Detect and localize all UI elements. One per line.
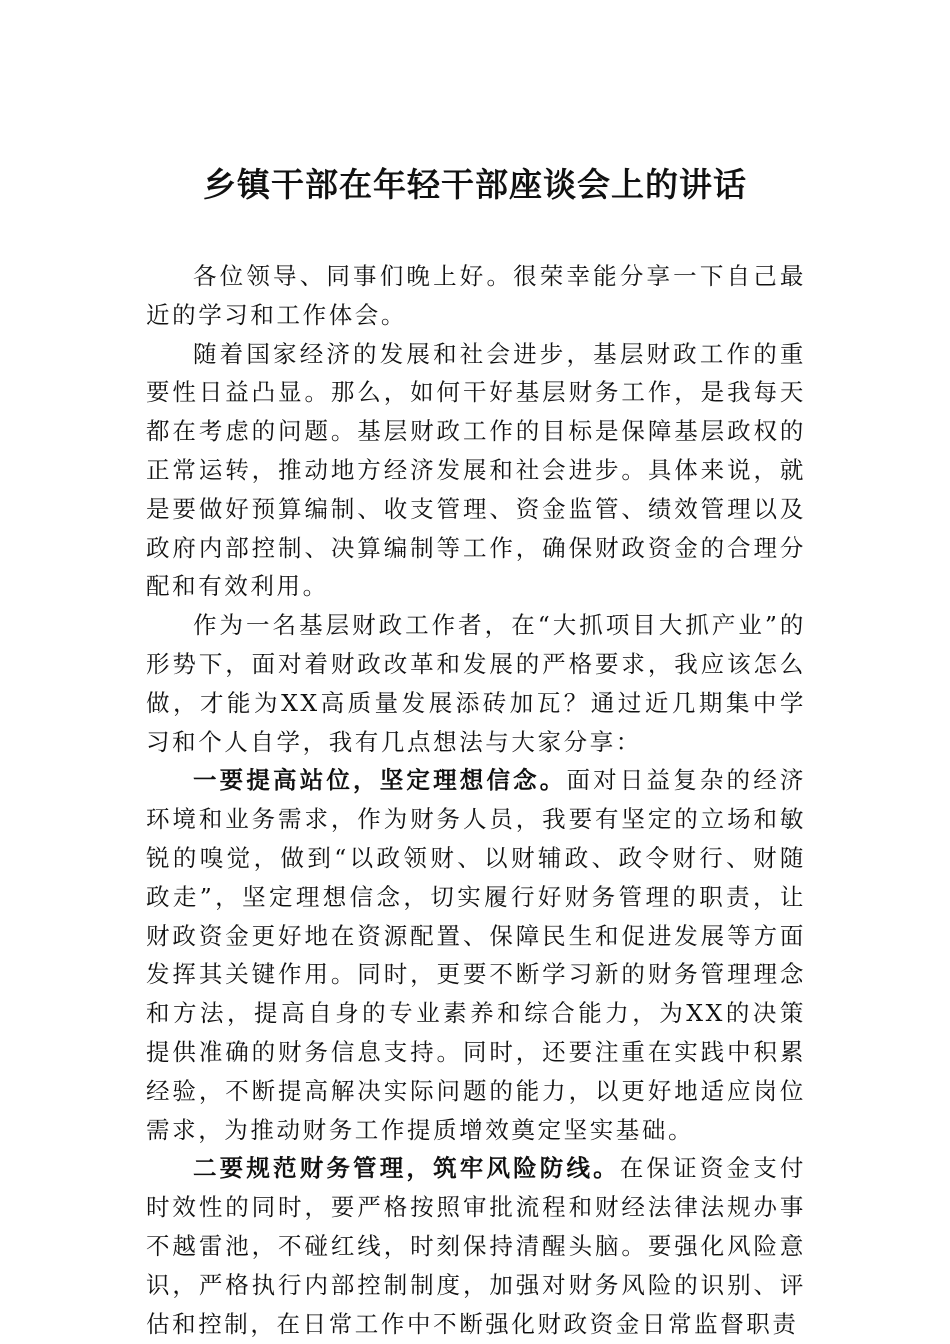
paragraph-text: 随着国家经济的发展和社会进步，基层财政工作的重要性日益凸显。那么，如何干好基层财务工作，是我每天都在考虑的问题。基层财政工作的目标是保障基层政权的正常运转，推动地方经济发展和社会进步。具体来说，就是要做好预算编制、收支管理、资金监管、绩效管理以及政府内部控制、决算编制等工作，确保财政资金的合理分配和有效利用。 bbox=[146, 339, 806, 601]
paragraph-text: 在保证资金支付时效性的同时，要严格按照审批流程和财经法律法规办事不越雷池，不碰红线，时刻保持清醒头脑。要强化风险意识，严格执行内部控制制度，加强对财务风险的识别、评估和控制，在日常工作中不断强化财政资金日常监督职责 bbox=[146, 1154, 806, 1338]
paragraph-point-two bbox=[146, 1149, 806, 1343]
paragraph-greeting bbox=[146, 257, 806, 335]
paragraph-text: 作为一名基层财政工作者，在“大抓项目大抓产业”的形势下，面对着财政改革和发展的严格要求，我应该怎么做，才能为XX高质量发展添砖加瓦？通过近几期集中学习和个人自学，我有几点想法与大家分享： bbox=[146, 611, 806, 756]
paragraph-point-one bbox=[146, 761, 806, 1149]
document-title: 乡镇干部在年轻干部座谈会上的讲话 bbox=[203, 165, 747, 204]
document-body bbox=[146, 257, 806, 1343]
paragraph-text: 各位领导、同事们晚上好。很荣幸能分享一下自己最近的学习和工作体会。 bbox=[146, 262, 806, 329]
paragraph-background bbox=[146, 335, 806, 607]
paragraph-text: 面对日益复杂的经济环境和业务需求，作为财务人员，我要有坚定的立场和敏锐的嗅觉，做到“以政领财、以财辅政、政令财行、财随政走”，坚定理想信念，切实履行好财务管理的职责，让财政资金更好地在资源配置、保障民生和促进发展等方面发挥其关键作用。同时，更要不断学习新的财务管理理念和方法，提高自身的专业素养和综合能力，为XX的决策提供准确的财务信息支持。同时，还要注重在实践中积累经验，不断提高解决实际问题的能力，以更好地适应岗位需求，为推动财务工作提质增效奠定坚实基础。 bbox=[146, 766, 806, 1144]
paragraph-lead: 一要提高站位，坚定理想信念。 bbox=[193, 766, 567, 795]
paragraph-lead: 二要规范财务管理，筑牢风险防线。 bbox=[193, 1154, 620, 1183]
paragraph-question bbox=[146, 606, 806, 761]
